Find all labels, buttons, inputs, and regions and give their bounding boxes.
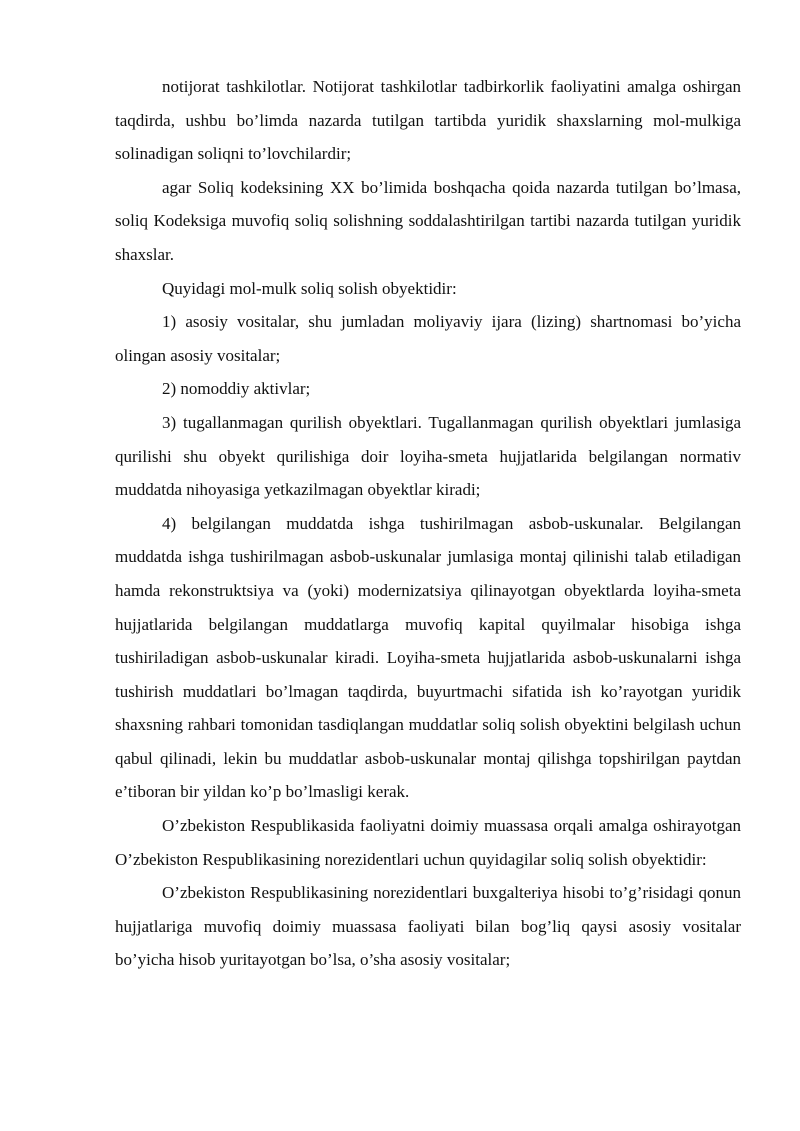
paragraph: Quyidagi mol-mulk soliq solish obyektidir:	[162, 278, 457, 298]
paragraph: O’zbekiston Respublikasida faoliyatni doimiy muassasa orqali amalga oshirayotgan O’zbekiston Respublikasining norezidentlari uchun quyidagilar soliq solish obyektidir:	[115, 816, 741, 869]
document-page	[115, 70, 741, 977]
list-item: 4) belgilangan muddatda ishga tushirilmagan asbob-uskunalar. Belgilangan muddatda ishga tushirilmagan asbob-uskunalar jumlasiga montaj qilinishi talab etiladigan hamda rekonstruktsiya va (yoki) modernizatsiya qilinayotgan obyektlarda loyiha-smeta hujjatlarida belgilangan muddatlarga muvofiq kapital quyilmalar hisobiga ishga tushiriladigan asbob-uskunalar kiradi. Loyiha-smeta hujjatlarida asbob-uskunalarni ishga tushirish muddatlari bo’lmagan taqdirda, buyurtmachi sifatida ish ko’rayotgan yuridik shaxsning rahbari tomonidan tasdiqlangan muddatlar soliq solish obyektini belgilash uchun qabul qilinadi, lekin bu muddatlar asbob-uskunalar montaj qilishga topshirilgan paytdan e’tiboran bir yildan ko’p bo’lmasligi kerak.	[115, 513, 741, 802]
paragraph: agar Soliq kodeksining XX bo’limida boshqacha qoida nazarda tutilgan bo’lmasa, soliq Kodeksiga muvofiq soliq solishning soddalashtirilgan tartibi nazarda tutilgan yuridik shaxslar.	[115, 177, 741, 264]
list-item: 3) tugallanmagan qurilish obyektlari. Tugallanmagan qurilish obyektlari jumlasiga qurilishi shu obyekt qurilishiga doir loyiha-smeta hujjatlarida belgilangan normativ muddatda nihoyasiga yetkazilmagan obyektlar kiradi;	[115, 412, 741, 500]
list-item: 1) asosiy vositalar, shu jumladan moliyaviy ijara (lizing) shartnomasi bo’yicha olingan asosiy vositalar;	[115, 312, 741, 365]
paragraph: O’zbekiston Respublikasining norezidentlari buxgalteriya hisobi to’g’risidagi qonun hujjatlariga muvofiq doimiy muassasa faoliyati bilan bog’liq qaysi asosiy vositalar bo’yicha hisob yuritayotgan bo’lsa, o’sha asosiy vositalar;	[115, 883, 741, 970]
list-item: 2) nomoddiy aktivlar;	[162, 379, 311, 399]
paragraph: notijorat tashkilotlar. Notijorat tashkilotlar tadbirkorlik faoliyatini amalga oshirgan taqdirda, ushbu bo’limda nazarda tutilgan tartibda yuridik shaxslarning mol-mulkiga solinadigan soliqni to’lovchilardir;	[115, 77, 741, 164]
